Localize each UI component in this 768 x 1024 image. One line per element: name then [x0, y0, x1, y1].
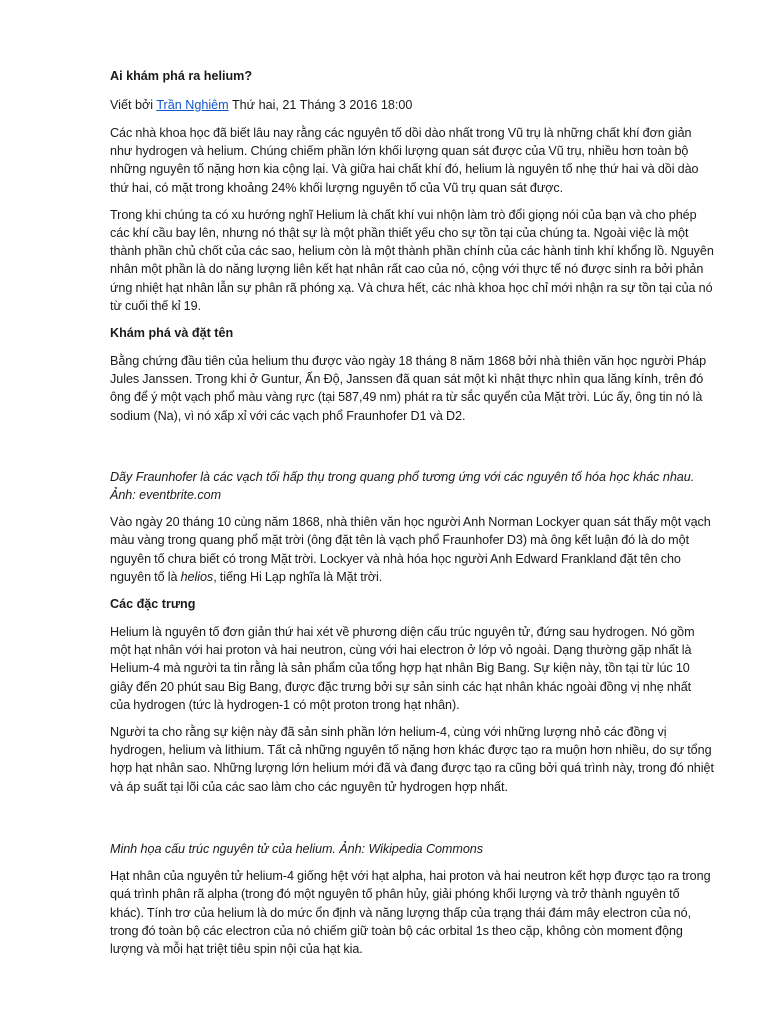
discovery-paragraph-2-text: Vào ngày 20 tháng 10 cùng năm 1868, nhà thiên văn học người Anh Norman Lockyer quan sát thấy một vạch màu vàng trong quang phổ mặt trời (ông đặt tên là vạch phổ Fraunhofer D3) mà ông kết luận đó là do một nguyên tố chưa biết có trong Mặt trời. Lockyer và nhà hóa học người Anh Edward Frankland đặt tên cho nguyên tố là — [110, 515, 711, 584]
publish-date: Thứ hai, 21 Tháng 3 2016 18:00 — [231, 98, 413, 112]
author-link[interactable]: Trần Nghiêm — [156, 98, 229, 112]
caption-fraunhofer: Dãy Fraunhofer là các vạch tối hấp thụ trong quang phổ tương ứng với các nguyên tố hóa học khác nhau. Ảnh: eventbrite.com — [110, 469, 695, 503]
section-heading-characteristics: Các đặc trưng — [110, 597, 196, 612]
discovery-paragraph-2 — [110, 513, 714, 586]
byline — [110, 96, 714, 114]
intro-paragraph-2: Trong khi chúng ta có xu hướng nghĩ Helium là chất khí vui nhộn làm trò đổi giọng nói của bạn và cho phép các khí cầu bay lên, nhưng nó thật sự là một phần thiết yếu cho sự tồn tại của chúng ta. Ngoài việc là một thành phần chủ chốt của các sao, helium còn là một thành phần chính của các hành tinh khí khổng lồ. Nguyên nhân một phần là do năng lượng liên kết hạt nhân rất cao của nó, cộng với thực tế nó được sinh ra bởi phản ứng nhiệt hạt nhân lẫn sự phân rã phóng xạ. Và chưa hết, các nhà khoa học chỉ mới nhận ra sự tồn tại của nó từ cuối thế kỉ 19. — [110, 207, 714, 313]
discovery-paragraph-2-end: , tiếng Hi Lạp nghĩa là Mặt trời. — [213, 569, 383, 584]
intro-paragraph-1: Các nhà khoa học đã biết lâu nay rằng các nguyên tố dồi dào nhất trong Vũ trụ là những chất khí đơn giản như hydrogen và helium. Chúng chiếm phần lớn khối lượng quan sát được của Vũ trụ, nhiều hơn toàn bộ những nguyên tố nặng hơn kia cộng lại. Và giữa hai chất khí đó, helium là nguyên tố nhẹ thứ hai và dồi dào thứ hai, có mặt trong khoảng 24% khối lượng nguyên tố của Vũ trụ quan sát được. — [110, 126, 699, 195]
image-placeholder-fraunhofer — [110, 434, 714, 468]
characteristics-paragraph-3: Hạt nhân của nguyên tử helium-4 giống hệt với hạt alpha, hai proton và hai neutron kết hợp được tạo ra trong quá trình phân rã alpha (trong đó một nguyên tố phân hủy, giải phóng khối lượng và trở thành nguyên tố khác). Tính trơ của helium là do mức ổn định và năng lượng thấp của trạng thái đám mây electron của nó, trong đó toàn bộ các electron của nó chiếm giữ toàn bộ các orbital 1s theo cặp, không còn moment động lượng và mỗi hạt triệt tiêu spin nội của hạt kia. — [110, 869, 711, 956]
image-placeholder-atom — [110, 805, 714, 840]
discovery-paragraph-1: Bằng chứng đầu tiên của helium thu được vào ngày 18 tháng 8 năm 1868 bởi nhà thiên văn học người Pháp Jules Janssen. Trong khi ở Guntur, Ấn Độ, Janssen đã quan sát một kì nhật thực nhìn qua lăng kính, trên đó ông để ý một vạch phổ màu vàng rực (tại 587,49 nm) phát ra từ sắc quyển của Mặt trời. Lúc ấy, ông tin nó là sodium (Na), vì nó xấp xỉ với các vạch phổ Fraunhofer D1 và D2. — [110, 354, 707, 423]
section-heading-discovery: Khám phá và đặt tên — [110, 326, 234, 341]
characteristics-paragraph-1: Helium là nguyên tố đơn giản thứ hai xét về phương diện cấu trúc nguyên tử, đứng sau hydrogen. Nó gồm một hạt nhân với hai proton và hai neutron, cùng với hai electron ở lớp vỏ ngoài. Dạng thường gặp nhất là Helium-4 mà người ta tin rằng là sản phẩm của tổng hợp hạt nhân Big Bang. Sự kiện này, tồn tại từ lúc 10 giây đến 20 phút sau Big Bang, được đặc trưng bởi sự sản sinh các hạt nhân khác ngoài đồng vị nhẹ nhất của hydrogen (tức là hydrogen-1 có một proton trong hạt nhân). — [110, 625, 695, 712]
byline-prefix: Viết bởi — [110, 98, 154, 112]
helios-term: helios — [180, 569, 214, 584]
article-title: Ai khám phá ra helium? — [110, 69, 253, 83]
characteristics-paragraph-2: Người ta cho rằng sự kiện này đã sản sinh phần lớn helium-4, cùng với những lượng nhỏ các đồng vị hydrogen, helium và lithium. Tất cả những nguyên tố nặng hơn khác được tạo ra muộn hơn nhiều, do sự tổng hợp hạt nhân sao. Những lượng lớn helium mới đã và đang được tạo ra cũng bởi quá trình này, trong đó nhiệt và áp suất tại lõi của các sao làm cho các nguyên tử hydrogen hợp nhất. — [110, 725, 714, 794]
caption-atom-structure: Minh họa cấu trúc nguyên tử của helium. Ảnh: Wikipedia Commons — [110, 841, 483, 856]
